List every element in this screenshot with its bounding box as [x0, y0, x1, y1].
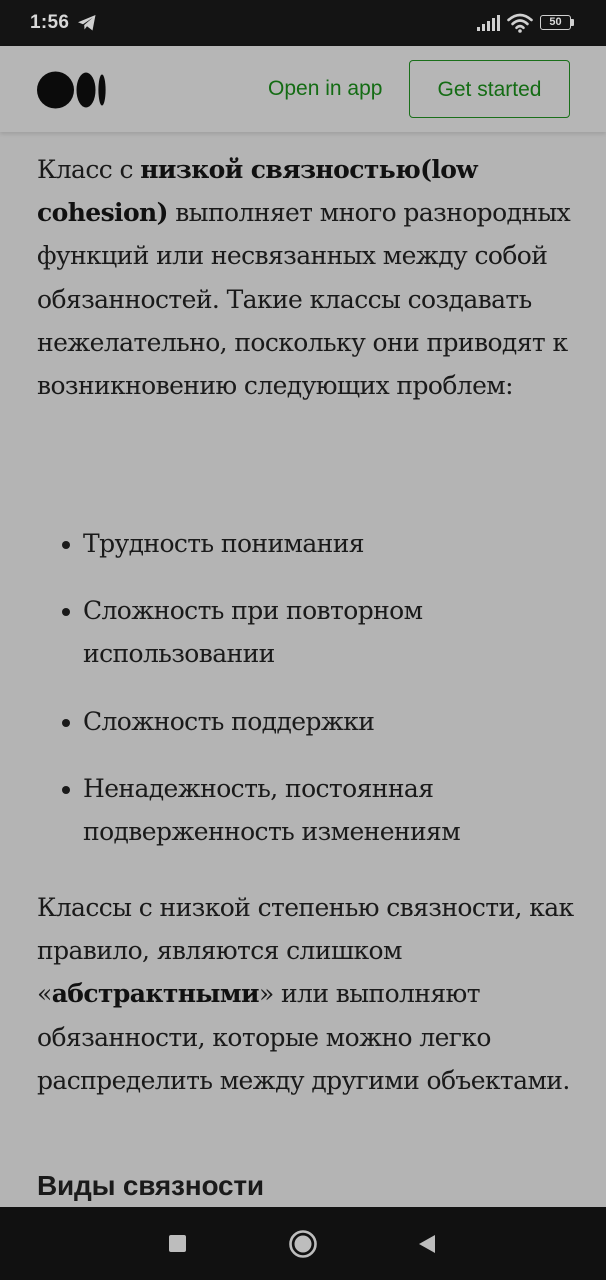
paragraph-text: Классы с низкой степенью связности, как правило, являются слишком « [37, 893, 574, 1009]
bullet-icon [62, 541, 70, 549]
recents-square-icon[interactable] [169, 1235, 186, 1252]
open-in-app-link[interactable]: Open in app [268, 77, 383, 100]
paragraph-text: выполняет много разнородных функций или несвязанных между собой обязанностей. Такие классы создавать нежелательно, поскольку они приводят к возникновению следующих проблем: [37, 198, 571, 401]
list-item-text: Сложность при повторном использовании [83, 596, 423, 669]
system-nav-bar [0, 1207, 606, 1280]
article-paragraph-abstract [37, 886, 577, 1102]
list-item [37, 767, 557, 853]
list-item-text: Трудность понимания [83, 529, 364, 558]
status-bar [0, 0, 606, 46]
article-paragraph-low-cohesion [37, 148, 577, 407]
home-circle-icon[interactable] [288, 1229, 318, 1259]
get-started-button[interactable]: Get started [409, 60, 570, 118]
status-time: 1:56 [30, 12, 70, 33]
list-item-text: Ненадежность, постоянная подверженность изменениям [83, 773, 461, 847]
back-triangle-icon[interactable] [416, 1233, 438, 1255]
bullet-icon [62, 719, 70, 727]
section-heading: Виды связности [37, 1170, 264, 1201]
battery-level: 50 [549, 16, 562, 28]
wifi-icon [507, 13, 533, 33]
bold-term-low-cohesion: низкой связностью(low cohesion) [37, 155, 478, 228]
list-item [37, 522, 557, 565]
bullet-icon [62, 608, 70, 616]
battery-cap [571, 19, 574, 26]
list-item-text: Сложность поддержки [83, 706, 375, 736]
list-item [37, 700, 557, 743]
list-item [37, 589, 557, 675]
bullet-icon [62, 786, 70, 794]
battery-icon [540, 15, 578, 32]
medium-logo-icon[interactable] [37, 71, 107, 109]
telegram-icon [77, 14, 97, 32]
site-header [0, 46, 606, 132]
paragraph-text: » или выполняют обязанности, которые можно легко распределить между другими объектами. [37, 979, 570, 1095]
problems-list [37, 522, 557, 877]
bold-term-abstract: абстрактными [51, 979, 259, 1009]
signal-icon [476, 14, 500, 32]
paragraph-text: Класс с [37, 155, 141, 184]
